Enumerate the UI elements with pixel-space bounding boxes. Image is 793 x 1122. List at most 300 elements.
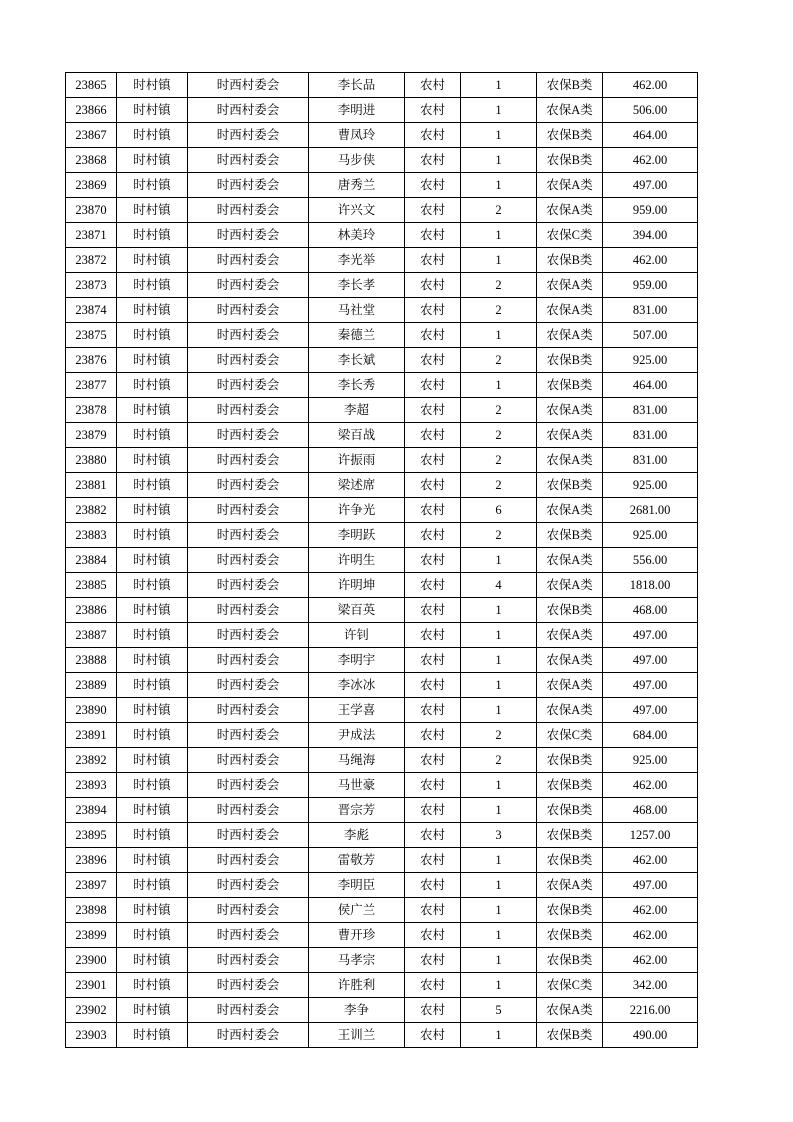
cell-count: 2 [461,348,537,373]
cell-id: 23880 [66,448,117,473]
cell-village: 时西村委会 [188,298,309,323]
cell-town: 时村镇 [117,323,188,348]
cell-amount: 462.00 [603,73,698,98]
cell-amount: 497.00 [603,623,698,648]
cell-id: 23865 [66,73,117,98]
cell-amount: 462.00 [603,948,698,973]
cell-village: 时西村委会 [188,223,309,248]
cell-count: 1 [461,598,537,623]
table-row [66,848,698,873]
cell-village: 时西村委会 [188,198,309,223]
cell-count: 4 [461,573,537,598]
cell-count: 2 [461,423,537,448]
cell-name: 林美玲 [309,223,405,248]
cell-id: 23882 [66,498,117,523]
cell-insurance: 农保B类 [537,773,603,798]
cell-name: 李超 [309,398,405,423]
cell-id: 23898 [66,898,117,923]
cell-insurance: 农保A类 [537,98,603,123]
cell-insurance: 农保A类 [537,423,603,448]
cell-amount: 831.00 [603,423,698,448]
cell-insurance: 农保A类 [537,398,603,423]
cell-name: 李长秀 [309,373,405,398]
cell-town: 时村镇 [117,548,188,573]
cell-town: 时村镇 [117,473,188,498]
cell-type: 农村 [405,448,461,473]
cell-insurance: 农保A类 [537,623,603,648]
cell-insurance: 农保A类 [537,698,603,723]
cell-type: 农村 [405,948,461,973]
cell-type: 农村 [405,748,461,773]
cell-id: 23894 [66,798,117,823]
cell-id: 23879 [66,423,117,448]
cell-type: 农村 [405,923,461,948]
cell-name: 尹成法 [309,723,405,748]
cell-amount: 506.00 [603,98,698,123]
cell-name: 许兴文 [309,198,405,223]
cell-amount: 684.00 [603,723,698,748]
cell-town: 时村镇 [117,523,188,548]
cell-name: 李长孝 [309,273,405,298]
cell-amount: 1257.00 [603,823,698,848]
table-row [66,173,698,198]
cell-insurance: 农保B类 [537,848,603,873]
cell-type: 农村 [405,123,461,148]
cell-village: 时西村委会 [188,748,309,773]
table-row [66,948,698,973]
cell-town: 时村镇 [117,1023,188,1048]
cell-count: 3 [461,823,537,848]
cell-type: 农村 [405,698,461,723]
cell-count: 1 [461,323,537,348]
cell-insurance: 农保B类 [537,898,603,923]
cell-insurance: 农保C类 [537,973,603,998]
table-row [66,198,698,223]
table-row [66,373,698,398]
cell-name: 李彪 [309,823,405,848]
cell-insurance: 农保A类 [537,323,603,348]
records-table [65,72,698,1048]
cell-id: 23869 [66,173,117,198]
cell-type: 农村 [405,773,461,798]
cell-insurance: 农保A类 [537,173,603,198]
cell-type: 农村 [405,373,461,398]
table-row [66,798,698,823]
table-row [66,73,698,98]
cell-type: 农村 [405,823,461,848]
cell-type: 农村 [405,398,461,423]
table-row [66,223,698,248]
cell-insurance: 农保B类 [537,123,603,148]
cell-id: 23895 [66,823,117,848]
cell-count: 5 [461,998,537,1023]
cell-amount: 2216.00 [603,998,698,1023]
cell-amount: 925.00 [603,523,698,548]
cell-amount: 831.00 [603,298,698,323]
cell-amount: 462.00 [603,923,698,948]
cell-village: 时西村委会 [188,723,309,748]
cell-count: 1 [461,373,537,398]
cell-type: 农村 [405,598,461,623]
cell-village: 时西村委会 [188,73,309,98]
table-row [66,98,698,123]
cell-id: 23870 [66,198,117,223]
cell-town: 时村镇 [117,148,188,173]
cell-count: 1 [461,948,537,973]
cell-name: 晋宗芳 [309,798,405,823]
cell-insurance: 农保A类 [537,298,603,323]
cell-count: 2 [461,473,537,498]
cell-type: 农村 [405,323,461,348]
cell-amount: 959.00 [603,273,698,298]
cell-count: 1 [461,798,537,823]
cell-village: 时西村委会 [188,548,309,573]
cell-type: 农村 [405,523,461,548]
cell-village: 时西村委会 [188,323,309,348]
cell-id: 23878 [66,398,117,423]
cell-id: 23873 [66,273,117,298]
cell-id: 23887 [66,623,117,648]
cell-id: 23899 [66,923,117,948]
cell-id: 23877 [66,373,117,398]
cell-village: 时西村委会 [188,573,309,598]
cell-insurance: 农保A类 [537,548,603,573]
cell-amount: 462.00 [603,773,698,798]
cell-name: 李明跃 [309,523,405,548]
cell-count: 2 [461,448,537,473]
cell-type: 农村 [405,648,461,673]
cell-amount: 462.00 [603,848,698,873]
cell-amount: 464.00 [603,373,698,398]
cell-name: 李明进 [309,98,405,123]
table-row [66,823,698,848]
cell-town: 时村镇 [117,423,188,448]
cell-name: 侯广兰 [309,898,405,923]
cell-insurance: 农保B类 [537,473,603,498]
cell-insurance: 农保B类 [537,373,603,398]
cell-village: 时西村委会 [188,248,309,273]
cell-insurance: 农保A类 [537,998,603,1023]
cell-village: 时西村委会 [188,373,309,398]
cell-town: 时村镇 [117,198,188,223]
cell-count: 1 [461,223,537,248]
cell-id: 23886 [66,598,117,623]
cell-insurance: 农保B类 [537,148,603,173]
cell-village: 时西村委会 [188,798,309,823]
cell-village: 时西村委会 [188,423,309,448]
cell-count: 1 [461,648,537,673]
table-row [66,448,698,473]
cell-type: 农村 [405,198,461,223]
table-row [66,648,698,673]
cell-name: 梁述席 [309,473,405,498]
cell-amount: 2681.00 [603,498,698,523]
cell-amount: 464.00 [603,123,698,148]
cell-id: 23871 [66,223,117,248]
cell-id: 23893 [66,773,117,798]
cell-town: 时村镇 [117,773,188,798]
cell-id: 23885 [66,573,117,598]
cell-count: 2 [461,398,537,423]
cell-insurance: 农保B类 [537,248,603,273]
cell-village: 时西村委会 [188,698,309,723]
cell-insurance: 农保B类 [537,948,603,973]
cell-count: 1 [461,773,537,798]
cell-name: 李光举 [309,248,405,273]
cell-village: 时西村委会 [188,898,309,923]
cell-town: 时村镇 [117,948,188,973]
cell-town: 时村镇 [117,73,188,98]
cell-amount: 497.00 [603,173,698,198]
cell-insurance: 农保A类 [537,273,603,298]
cell-town: 时村镇 [117,998,188,1023]
cell-type: 农村 [405,848,461,873]
cell-name: 许明生 [309,548,405,573]
cell-amount: 925.00 [603,348,698,373]
cell-insurance: 农保C类 [537,723,603,748]
cell-name: 马孝宗 [309,948,405,973]
cell-name: 王学喜 [309,698,405,723]
cell-id: 23889 [66,673,117,698]
table-row [66,348,698,373]
cell-town: 时村镇 [117,498,188,523]
cell-village: 时西村委会 [188,823,309,848]
table-row [66,898,698,923]
cell-town: 时村镇 [117,848,188,873]
cell-village: 时西村委会 [188,498,309,523]
cell-count: 1 [461,173,537,198]
cell-count: 1 [461,73,537,98]
cell-name: 梁百英 [309,598,405,623]
table-row [66,398,698,423]
cell-town: 时村镇 [117,448,188,473]
cell-name: 许振雨 [309,448,405,473]
cell-town: 时村镇 [117,348,188,373]
table-row [66,748,698,773]
cell-id: 23900 [66,948,117,973]
cell-amount: 490.00 [603,1023,698,1048]
cell-insurance: 农保B类 [537,598,603,623]
cell-insurance: 农保B类 [537,348,603,373]
cell-insurance: 农保B类 [537,73,603,98]
cell-village: 时西村委会 [188,673,309,698]
cell-town: 时村镇 [117,723,188,748]
cell-id: 23901 [66,973,117,998]
cell-count: 6 [461,498,537,523]
cell-type: 农村 [405,498,461,523]
cell-type: 农村 [405,473,461,498]
cell-type: 农村 [405,998,461,1023]
table-row [66,473,698,498]
cell-type: 农村 [405,248,461,273]
cell-id: 23872 [66,248,117,273]
cell-village: 时西村委会 [188,948,309,973]
cell-type: 农村 [405,573,461,598]
cell-village: 时西村委会 [188,398,309,423]
table-row [66,323,698,348]
cell-count: 1 [461,923,537,948]
cell-village: 时西村委会 [188,1023,309,1048]
cell-insurance: 农保A类 [537,673,603,698]
cell-town: 时村镇 [117,373,188,398]
table-row [66,698,698,723]
cell-amount: 507.00 [603,323,698,348]
cell-insurance: 农保A类 [537,648,603,673]
table-row [66,148,698,173]
cell-id: 23874 [66,298,117,323]
cell-id: 23883 [66,523,117,548]
cell-count: 2 [461,273,537,298]
table-row [66,873,698,898]
cell-type: 农村 [405,423,461,448]
cell-name: 许钊 [309,623,405,648]
cell-count: 1 [461,123,537,148]
table-row [66,623,698,648]
cell-insurance: 农保B类 [537,748,603,773]
cell-type: 农村 [405,73,461,98]
cell-name: 李明臣 [309,873,405,898]
table-row [66,1023,698,1048]
cell-type: 农村 [405,1023,461,1048]
cell-type: 农村 [405,623,461,648]
cell-village: 时西村委会 [188,523,309,548]
cell-town: 时村镇 [117,623,188,648]
table-row [66,523,698,548]
cell-town: 时村镇 [117,573,188,598]
cell-name: 曹凤玲 [309,123,405,148]
cell-type: 农村 [405,873,461,898]
cell-town: 时村镇 [117,798,188,823]
cell-amount: 394.00 [603,223,698,248]
cell-village: 时西村委会 [188,998,309,1023]
cell-count: 2 [461,298,537,323]
cell-type: 农村 [405,898,461,923]
cell-village: 时西村委会 [188,148,309,173]
cell-amount: 462.00 [603,248,698,273]
cell-village: 时西村委会 [188,98,309,123]
cell-type: 农村 [405,798,461,823]
cell-insurance: 农保B类 [537,1023,603,1048]
cell-amount: 468.00 [603,798,698,823]
cell-insurance: 农保C类 [537,223,603,248]
cell-id: 23875 [66,323,117,348]
table-row [66,498,698,523]
cell-town: 时村镇 [117,123,188,148]
cell-name: 马社堂 [309,298,405,323]
table-row [66,573,698,598]
cell-insurance: 农保B类 [537,823,603,848]
cell-amount: 831.00 [603,398,698,423]
cell-name: 许明坤 [309,573,405,598]
table-row [66,998,698,1023]
cell-count: 2 [461,748,537,773]
cell-name: 王训兰 [309,1023,405,1048]
cell-town: 时村镇 [117,698,188,723]
cell-name: 李长品 [309,73,405,98]
cell-id: 23867 [66,123,117,148]
cell-amount: 925.00 [603,748,698,773]
cell-insurance: 农保B类 [537,798,603,823]
cell-village: 时西村委会 [188,873,309,898]
cell-town: 时村镇 [117,273,188,298]
cell-amount: 959.00 [603,198,698,223]
cell-count: 1 [461,673,537,698]
cell-type: 农村 [405,223,461,248]
cell-count: 1 [461,623,537,648]
cell-name: 许胜利 [309,973,405,998]
cell-name: 马步侠 [309,148,405,173]
cell-count: 1 [461,148,537,173]
cell-type: 农村 [405,173,461,198]
table-row [66,248,698,273]
cell-count: 2 [461,723,537,748]
cell-village: 时西村委会 [188,623,309,648]
cell-type: 农村 [405,348,461,373]
cell-count: 1 [461,848,537,873]
cell-id: 23891 [66,723,117,748]
table-row [66,923,698,948]
cell-town: 时村镇 [117,598,188,623]
cell-village: 时西村委会 [188,448,309,473]
cell-village: 时西村委会 [188,273,309,298]
table-row [66,298,698,323]
cell-id: 23884 [66,548,117,573]
cell-village: 时西村委会 [188,473,309,498]
cell-amount: 497.00 [603,873,698,898]
cell-insurance: 农保A类 [537,873,603,898]
table-row [66,548,698,573]
cell-village: 时西村委会 [188,648,309,673]
table-row [66,673,698,698]
cell-id: 23888 [66,648,117,673]
cell-count: 1 [461,248,537,273]
cell-insurance: 农保A类 [537,198,603,223]
cell-town: 时村镇 [117,298,188,323]
cell-insurance: 农保A类 [537,498,603,523]
cell-id: 23881 [66,473,117,498]
cell-town: 时村镇 [117,98,188,123]
table-row [66,973,698,998]
cell-count: 1 [461,98,537,123]
cell-town: 时村镇 [117,173,188,198]
cell-id: 23902 [66,998,117,1023]
cell-type: 农村 [405,273,461,298]
cell-amount: 468.00 [603,598,698,623]
cell-town: 时村镇 [117,673,188,698]
cell-town: 时村镇 [117,973,188,998]
cell-id: 23868 [66,148,117,173]
cell-insurance: 农保A类 [537,573,603,598]
cell-count: 1 [461,898,537,923]
cell-count: 2 [461,523,537,548]
cell-count: 1 [461,698,537,723]
cell-count: 1 [461,873,537,898]
cell-id: 23897 [66,873,117,898]
cell-village: 时西村委会 [188,848,309,873]
cell-town: 时村镇 [117,923,188,948]
cell-type: 农村 [405,98,461,123]
cell-amount: 831.00 [603,448,698,473]
cell-amount: 497.00 [603,698,698,723]
cell-village: 时西村委会 [188,923,309,948]
cell-town: 时村镇 [117,648,188,673]
cell-amount: 342.00 [603,973,698,998]
cell-type: 农村 [405,148,461,173]
table-row [66,423,698,448]
cell-amount: 462.00 [603,148,698,173]
cell-id: 23896 [66,848,117,873]
cell-name: 秦德兰 [309,323,405,348]
